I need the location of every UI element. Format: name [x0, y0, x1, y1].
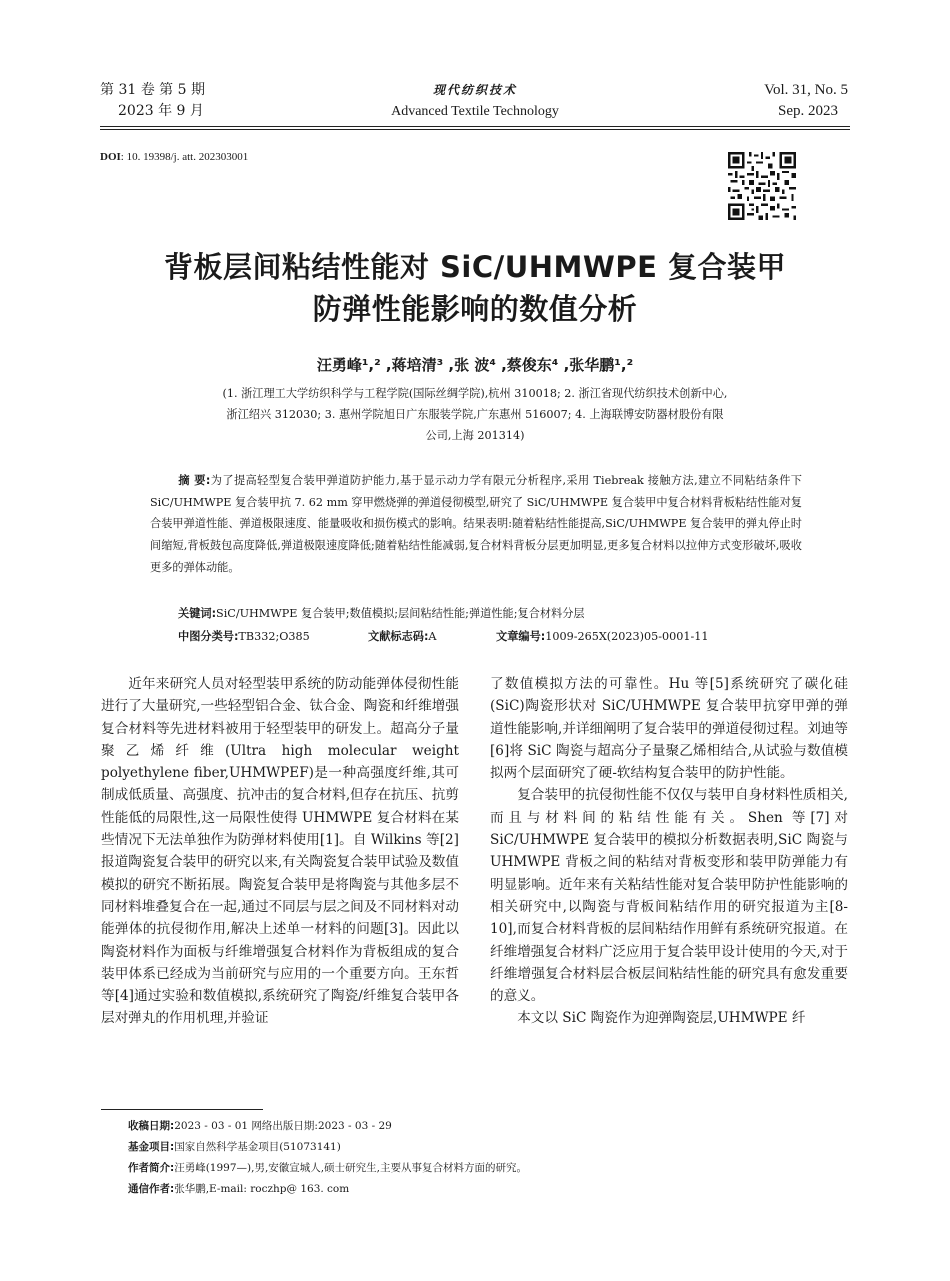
doi[interactable]	[100, 151, 248, 163]
doc-code-label: 文献标志码:	[368, 630, 429, 643]
volume-issue-en: Vol. 31, No. 5	[764, 82, 848, 98]
paragraph-this-work: 本文以 SiC 陶瓷作为迎弹陶瓷层,UHMWPE 纤	[517, 1010, 806, 1027]
corresponding-value[interactable]: 张华鹏,E-mail: roczhp@ 163. com	[174, 1183, 350, 1195]
classification	[178, 626, 709, 648]
abstract-label: 摘 要:	[178, 474, 211, 487]
doi-value: : 10. 19398/j. att. 202303001	[120, 151, 249, 163]
author-bio-value: 汪勇峰(1997—),男,安徽宣城人,硕士研究生,主要从事复合材料方面的研究。	[174, 1162, 527, 1174]
affiliation-line-3: 公司,上海 201314)	[425, 429, 525, 442]
doi-label: DOI	[100, 151, 121, 163]
affiliations	[150, 383, 800, 446]
header-rule	[100, 126, 850, 127]
header-rule-thin	[100, 129, 850, 130]
title-line-1: 背板层间粘结性能对 SiC/UHMWPE 复合装甲	[163, 250, 787, 284]
issue-date-en: Sep. 2023	[778, 103, 838, 119]
title-line-2: 防弹性能影响的数值分析	[312, 292, 638, 326]
clc-label: 中图分类号:	[178, 630, 239, 643]
fund-label: 基金项目:	[128, 1141, 175, 1153]
paragraph-continued: 了数值模拟方法的可靠性。Hu 等[5]系统研究了碳化硅(SiC)陶瓷形状对 SiC/UHMWPE 复合装甲抗穿甲弹的弹道性能影响,并详细阐明了复合装甲的弹道侵彻过程。刘迪等[6]将 SiC 陶瓷与超高分子量聚乙烯相结合,从试验与数值模拟两个层面研究了硬-软结构复合装甲的防护性能。	[490, 676, 848, 782]
abstract	[150, 470, 802, 579]
corresponding-label: 通信作者:	[128, 1183, 175, 1195]
author-list: 汪勇峰¹,² ,蒋培清³ ,张 波⁴ ,蔡俊东⁴ ,张华鹏¹,²	[316, 356, 634, 374]
qr-code-icon[interactable]	[728, 152, 796, 220]
keywords-label: 关键词:	[178, 607, 217, 620]
received-value: 2023 - 03 - 01 网络出版日期:2023 - 03 - 29	[174, 1120, 392, 1132]
footnote-fund	[128, 1137, 341, 1157]
journal-name-cn: 现代纺织技术	[432, 83, 517, 97]
affiliation-line-1: (1. 浙江理工大学纺织科学与工程学院(国际丝绸学院),杭州 310018; 2. 浙江省现代纺织技术创新中心,	[222, 387, 728, 400]
abstract-text: 为了提高轻型复合装甲弹道防护能力,基于显示动力学有限元分析程序,采用 Tiebreak 接触方法,建立不同粘结条件下 SiC/UHMWPE 复合装甲抗 7. 62 mm 穿甲燃烧弹的弹道侵彻模型,研究了 SiC/UHMWPE 复合装甲中复合材料背板粘结性能对复合装甲弹道性能、弹道极限速度、能量吸收和损伤模式的影响。结果表明:随着粘结性能提高,SiC/UHMWPE 复合装甲的弹丸停止时间缩短,背板鼓包高度降低,弹道极限速度降低;随着粘结性能减弱,复合材料背板分层更加明显,更多复合材料以拉伸方式变形破坏,吸收更多的弹体动能。	[150, 474, 802, 574]
body-left-column	[101, 673, 459, 1030]
issue-date: 2023 年 9 月	[118, 103, 204, 119]
fund-value: 国家自然科学基金项目(51073141)	[174, 1141, 341, 1153]
article-no-label: 文章编号:	[496, 630, 546, 643]
footnote-received	[128, 1116, 392, 1136]
journal-name-en: Advanced Textile Technology	[391, 104, 559, 119]
article-title	[0, 246, 950, 330]
keywords	[178, 603, 585, 625]
footnote-rule	[101, 1109, 263, 1110]
volume-issue: 第 31 卷 第 5 期	[100, 82, 205, 98]
issue-info-en	[764, 80, 848, 122]
article-no-value: 1009-265X(2023)05-0001-11	[545, 630, 709, 643]
footnote-corresponding	[128, 1179, 349, 1199]
doc-code-value: A	[428, 630, 437, 643]
keywords-text: SiC/UHMWPE 复合装甲;数值模拟;层间粘结性能;弹道性能;复合材料分层	[216, 607, 585, 620]
paragraph-bonding: 复合装甲的抗侵彻性能不仅仅与装甲自身材料性质相关,而且与材料间的粘结性能有关。Shen 等[7]对 SiC/UHMWPE 复合装甲的模拟分析数据表明,SiC 陶瓷与 UHMWPE 背板之间的粘结对背板变形和装甲防弹能力有明显影响。近年来有关粘结性能对复合装甲防护性能影响的相关研究中,以陶瓷与背板间粘结作用的研究报道为主[8-10],而复合材料背板的层间粘结作用鲜有系统研究报道。在纤维增强复合材料广泛应用于复合装甲设计使用的今天,对于纤维增强复合材料层合板层间粘结性能的研究具有愈发重要的意义。	[490, 787, 848, 1005]
affiliation-line-2: 浙江绍兴 312030; 3. 惠州学院旭日广东服装学院,广东惠州 516007; 4. 上海联博安防器材股份有限	[226, 408, 724, 421]
footnote-author	[128, 1158, 527, 1178]
clc-value: TB332;O385	[238, 630, 310, 643]
received-label: 收稿日期:	[128, 1120, 175, 1132]
body-right-column	[490, 673, 848, 1030]
author-bio-label: 作者简介:	[128, 1162, 175, 1174]
paragraph-intro: 近年来研究人员对轻型装甲系统的防动能弹体侵彻性能进行了大量研究,一些轻型铝合金、钛合金、陶瓷和纤维增强复合材料等先进材料被用于轻型装甲的研发上。超高分子量聚乙烯纤维(Ultra high molecular weight polyethylene fiber,UHMWPEF)是一种高强度纤维,其可制成低质量、高强度、抗冲击的复合材料,但存在抗压、抗剪性能低的局限性,这一局限性使得 UHMWPE 复合材料在某些情况下无法单独作为防弹材料使用[1]。自 Wilkins 等[2]报道陶瓷复合装甲的研究以来,有关陶瓷复合装甲试验及数值模拟的研究不断拓展。陶瓷复合装甲是将陶瓷与其他多层不同材料堆叠复合在一起,通过不同层与层之间及不同材料对动能弹体的抗侵彻作用,解决上述单一材料的问题[3]。因此以陶瓷材料作为面板与纤维增强复合材料作为背板组成的复合装甲体系已经成为当前研究与应用的一个重要方向。王东哲等[4]通过实验和数值模拟,系统研究了陶瓷/纤维复合装甲各层对弹丸的作用机理,并验证	[101, 676, 459, 1027]
